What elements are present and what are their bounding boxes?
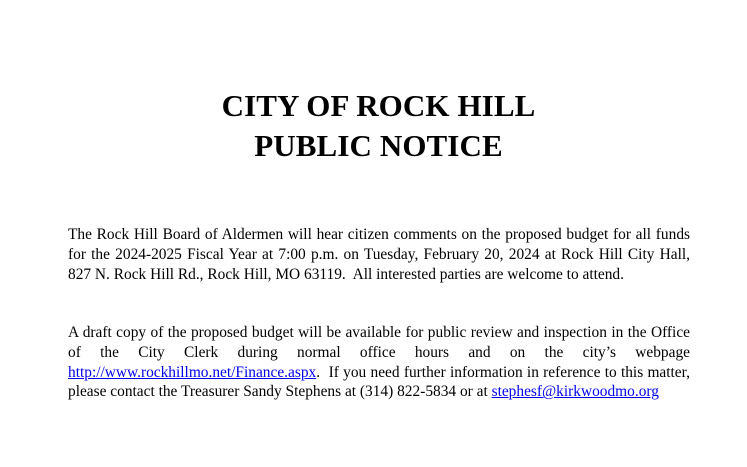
notice-title bbox=[0, 86, 747, 166]
draft-budget-text: A draft copy of the proposed budget will be available for public review and inspection in the Office of the City Clerk during normal office hours and on the city’s webpage bbox=[68, 324, 690, 361]
title-public-notice: PUBLIC NOTICE bbox=[254, 128, 503, 163]
contact-text: . If you need further information in reference to this matter, please contact the Treasurer Sandy Stephens at (314) 822-5834 or at bbox=[68, 363, 690, 401]
draft-budget-paragraph bbox=[68, 323, 690, 402]
treasurer-email-link[interactable]: stephesf@kirkwoodmo.org bbox=[491, 383, 659, 401]
title-city: CITY OF ROCK HILL bbox=[221, 88, 536, 123]
hearing-paragraph: The Rock Hill Board of Aldermen will hear citizen comments on the proposed budget for all funds for the 2024-2025 Fiscal Year at 7:00 p.m. on Tuesday, February 20, 2024 at Rock Hill City Hall, 827 N. Rock Hill Rd., Rock Hill, MO 63119. All interested parties are welcome to attend. bbox=[68, 226, 690, 283]
finance-page-link[interactable]: http://www.rockhillmo.net/Finance.aspx bbox=[68, 363, 317, 381]
